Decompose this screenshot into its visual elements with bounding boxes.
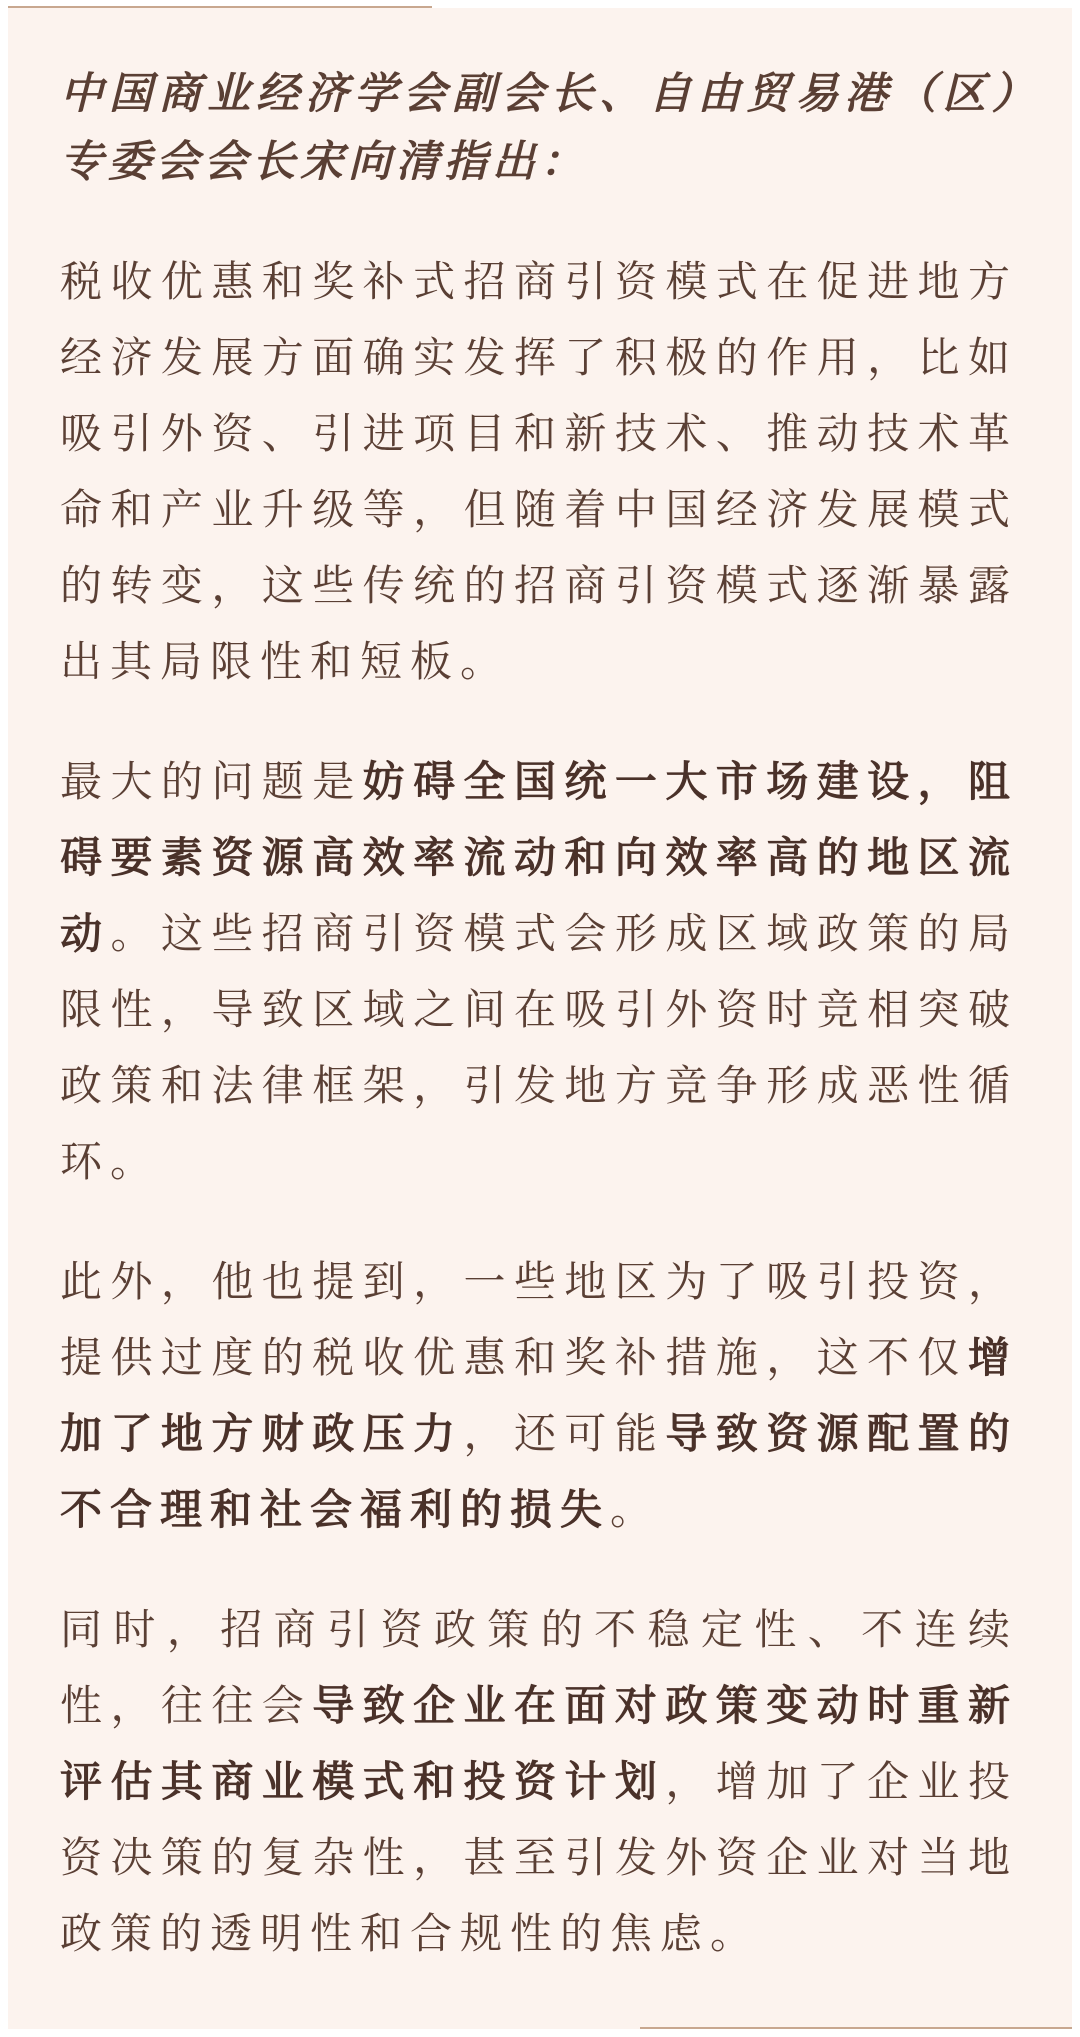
paragraph-2-emphasis: 妨碍全国统一大市场建设，阻碍要素资源高效率流动和向效率高的地区流动 xyxy=(60,757,1018,958)
bottom-decorative-line xyxy=(640,2027,1072,2029)
paragraph-1 xyxy=(60,244,1018,700)
paragraph-2-text-b: 。这些招商引资模式会形成区域政策的局限性，导致区域之间在吸引外资时竞相突破政策和法律框架，引发地方竞争形成恶性循环。 xyxy=(60,909,1018,1186)
paragraph-4-text-b: ，增加了企业投资决策的复杂性，甚至引发外资企业对当地政策的透明性和合规性的焦虑。 xyxy=(60,1757,1018,1958)
paragraph-4-text-a: 同时，招商引资政策的不稳定性、不连续性，往往会 xyxy=(60,1605,1018,1730)
paragraph-4-emphasis: 导致企业在面对政策变动时重新评估其商业模式和投资计划 xyxy=(60,1681,1018,1806)
paragraph-1-text: 税收优惠和奖补式招商引资模式在促进地方经济发展方面确实发挥了积极的作用，比如吸引外资、引进项目和新技术、推动技术革命和产业升级等，但随着中国经济发展模式的转变，这些传统的招商引资模式逐渐暴露出其局限性和短板。 xyxy=(60,257,1018,686)
paragraph-3-text-a: 此外，他也提到，一些地区为了吸引投资，提供过度的税收优惠和奖补措施，这不仅 xyxy=(60,1257,1018,1382)
paragraph-2 xyxy=(60,744,1018,1200)
paragraph-2-text-a: 最大的问题是 xyxy=(60,757,363,806)
quote-heading: 中国商业经济学会副会长、自由贸易港（区）专委会会长宋向清指出： xyxy=(60,69,1018,187)
paragraph-4 xyxy=(60,1592,1018,1972)
paragraph-3 xyxy=(60,1244,1018,1548)
article-content xyxy=(60,60,1018,1972)
paragraph-3-emphasis-2: 导致资源配置的不合理和社会福利的损失 xyxy=(60,1409,1018,1534)
paragraph-3-text-c: 。 xyxy=(610,1485,661,1534)
paragraph-3-emphasis-1: 增加了地方财政压力 xyxy=(60,1333,1018,1458)
paragraph-3-text-b: ，还可能 xyxy=(463,1409,666,1458)
